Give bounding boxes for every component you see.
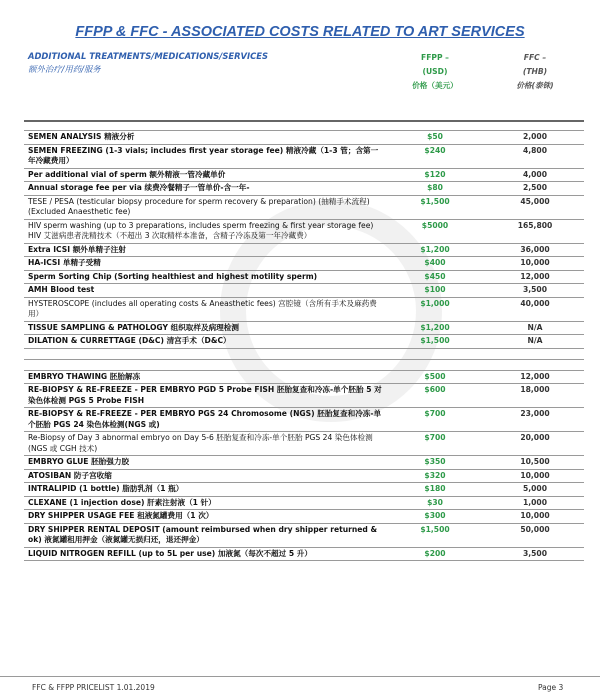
- spacer-row: [24, 121, 584, 131]
- header-usd-line2: (USD): [422, 67, 448, 76]
- row-price-thb: N/A: [484, 321, 584, 335]
- row-price-thb: 45,000: [484, 195, 584, 219]
- table-row: [24, 168, 584, 182]
- table-row: [24, 182, 584, 196]
- table-row: [24, 384, 584, 408]
- page-title: FFPP & FFC - ASSOCIATED COSTS RELATED TO ART SERVICES: [75, 24, 525, 40]
- table-row: [24, 483, 584, 497]
- row-description: Re-Biopsy of Day 3 abnormal embryo on Day 5-6 胚胎复查和冷冻-单个胚胎 PGS 24 染色体检测(NGS 或 CGH 技术): [24, 432, 384, 456]
- row-description: EMBRYO THAWING 胚胎解冻: [24, 370, 384, 384]
- row-price-usd: $700: [384, 432, 484, 456]
- table-row: [24, 257, 584, 271]
- row-price-thb: 3,500: [484, 284, 584, 298]
- table-row: [24, 547, 584, 561]
- row-price-usd: $1,500: [384, 195, 484, 219]
- row-price-usd: $200: [384, 547, 484, 561]
- header-usd-line1: FFPP –: [421, 53, 449, 62]
- header-desc-zh: 额外治疗/用药/服务: [28, 63, 101, 74]
- row-price-usd: $500: [384, 370, 484, 384]
- row-price-usd: $1,200: [384, 243, 484, 257]
- table-row: [24, 456, 584, 470]
- row-description: Per additional vial of sperm 额外精液一管冷藏单价: [24, 168, 384, 182]
- row-price-usd: $350: [384, 456, 484, 470]
- header-usd: [384, 46, 484, 121]
- header-thb-line2: (THB): [522, 67, 548, 76]
- row-description: LIQUID NITROGEN REFILL (up to 5L per use) 加液氮（每次不超过 5 升）: [24, 547, 384, 561]
- row-price-thb: 10,000: [484, 510, 584, 524]
- header-thb-line1: FFC –: [523, 53, 547, 62]
- row-price-thb: 40,000: [484, 297, 584, 321]
- row-description: DRY SHIPPER RENTAL DEPOSIT (amount reimbursed when dry shipper returned & ok) 液氮罐租用押金（液氮罐无损归还，退还押金）: [24, 523, 384, 547]
- row-price-usd: $600: [384, 384, 484, 408]
- row-description: HYSTEROSCOPE (includes all operating costs & Aneasthetic fees) 宫腔镜（含所有手术及麻药费用）: [24, 297, 384, 321]
- row-price-usd: $700: [384, 408, 484, 432]
- row-price-usd: $120: [384, 168, 484, 182]
- row-description: TESE / PESA (testicular biopsy procedure for sperm recovery & preparation) (抽精手术流程) (Excluded Anaesthetic fee): [24, 195, 384, 219]
- row-description: DILATION & CURRETTAGE (D&C) 清宫手术（D&C）: [24, 335, 384, 349]
- row-price-thb: 2,000: [484, 131, 584, 145]
- row-description: RE-BIOPSY & RE-FREEZE - PER EMBRYO PGS 24 Chromosome (NGS) 胚胎复查和冷冻-单个胚胎 PGS 24 染色体检测(NGS 或): [24, 408, 384, 432]
- row-price-usd: $450: [384, 270, 484, 284]
- row-description: INTRALIPID (1 bottle) 脂肪乳剂（1 瓶）: [24, 483, 384, 497]
- row-price-thb: 3,500: [484, 547, 584, 561]
- row-description: CLEXANE (1 injection dose) 肝素注射液（1 针）: [24, 496, 384, 510]
- row-price-thb: 10,500: [484, 456, 584, 470]
- row-description: Sperm Sorting Chip (Sorting healthiest and highest motility sperm): [24, 270, 384, 284]
- row-price-usd: $1,500: [384, 335, 484, 349]
- row-price-thb: 20,000: [484, 432, 584, 456]
- table-row: [24, 144, 584, 168]
- header-usd-line3: 价格（美元）: [412, 81, 458, 90]
- row-price-usd: $80: [384, 182, 484, 196]
- spacer-row: [24, 359, 584, 370]
- row-price-thb: 12,000: [484, 270, 584, 284]
- table-row: [24, 335, 584, 349]
- row-description: HIV sperm washing (up to 3 preparations, includes sperm freezing & first year storage fee) HIV 艾滋病患者洗精技术（不超出 3 次取精样本准备，含精子冷冻及第一年冷藏费）: [24, 219, 384, 243]
- row-price-usd: $400: [384, 257, 484, 271]
- header-desc-en: ADDITIONAL TREATMENTS/MEDICATIONS/SERVICES: [28, 51, 269, 61]
- table-row: [24, 510, 584, 524]
- row-description: SEMEN FREEZING (1-3 vials; includes first year storage fee) 精液冷藏（1-3 管；含第一年冷藏费用）: [24, 144, 384, 168]
- row-price-thb: 50,000: [484, 523, 584, 547]
- row-description: Extra ICSI 额外单精子注射: [24, 243, 384, 257]
- header-description: [24, 46, 384, 121]
- header-thb: [484, 46, 584, 121]
- row-price-thb: 10,000: [484, 469, 584, 483]
- row-price-thb: 5,000: [484, 483, 584, 497]
- table-row: [24, 496, 584, 510]
- row-price-thb: 4,800: [484, 144, 584, 168]
- header-thb-line3: 价格(泰铢): [516, 81, 554, 90]
- row-price-thb: 12,000: [484, 370, 584, 384]
- row-description: EMBRYO GLUE 胚胎强力胶: [24, 456, 384, 470]
- row-description: Annual storage fee per via 续费冷餐精子一管单价-含一年-: [24, 182, 384, 196]
- table-row: [24, 270, 584, 284]
- row-price-thb: 4,000: [484, 168, 584, 182]
- row-description: TISSUE SAMPLING & PATHOLOGY 组织取样及病理检测: [24, 321, 384, 335]
- row-price-usd: $300: [384, 510, 484, 524]
- table-row: [24, 370, 584, 384]
- row-description: RE-BIOPSY & RE-FREEZE - PER EMBRYO PGD 5 Probe FISH 胚胎复查和冷冻-单个胚胎 5 对染色体检测 PGS 5 Probe FISH: [24, 384, 384, 408]
- footer-page-number: Page 3: [538, 683, 564, 692]
- row-description: DRY SHIPPER USAGE FEE 租液氮罐费用（1 次）: [24, 510, 384, 524]
- row-price-usd: $1,500: [384, 523, 484, 547]
- row-price-usd: $5000: [384, 219, 484, 243]
- row-price-thb: 2,500: [484, 182, 584, 196]
- spacer-row: [24, 348, 584, 359]
- row-price-usd: $50: [384, 131, 484, 145]
- table-row: [24, 408, 584, 432]
- row-price-usd: $1,000: [384, 297, 484, 321]
- footer-pricelist-label: FFC & FFPP PRICELIST 1.01.2019: [32, 683, 155, 692]
- row-price-usd: $240: [384, 144, 484, 168]
- table-row: [24, 195, 584, 219]
- row-price-usd: $1,200: [384, 321, 484, 335]
- row-price-thb: N/A: [484, 335, 584, 349]
- table-row: [24, 243, 584, 257]
- row-price-usd: $100: [384, 284, 484, 298]
- row-price-thb: 10,000: [484, 257, 584, 271]
- row-price-thb: 23,000: [484, 408, 584, 432]
- table-row: [24, 219, 584, 243]
- row-description: HA-ICSI 单精子受精: [24, 257, 384, 271]
- row-price-thb: 36,000: [484, 243, 584, 257]
- table-row: [24, 432, 584, 456]
- row-price-usd: $320: [384, 469, 484, 483]
- row-price-thb: 1,000: [484, 496, 584, 510]
- table-row: [24, 131, 584, 145]
- row-price-thb: 18,000: [484, 384, 584, 408]
- row-price-usd: $180: [384, 483, 484, 497]
- table-row: [24, 284, 584, 298]
- row-price-thb: 165,800: [484, 219, 584, 243]
- table-row: [24, 297, 584, 321]
- row-description: ATOSIBAN 防子宫收缩: [24, 469, 384, 483]
- table-row: [24, 321, 584, 335]
- row-price-usd: $30: [384, 496, 484, 510]
- price-table: [24, 46, 584, 561]
- row-description: SEMEN ANALYSIS 精液分析: [24, 131, 384, 145]
- table-row: [24, 469, 584, 483]
- page-footer: [0, 676, 600, 700]
- table-row: [24, 523, 584, 547]
- table-header-row: [24, 46, 584, 121]
- row-description: AMH Blood test: [24, 284, 384, 298]
